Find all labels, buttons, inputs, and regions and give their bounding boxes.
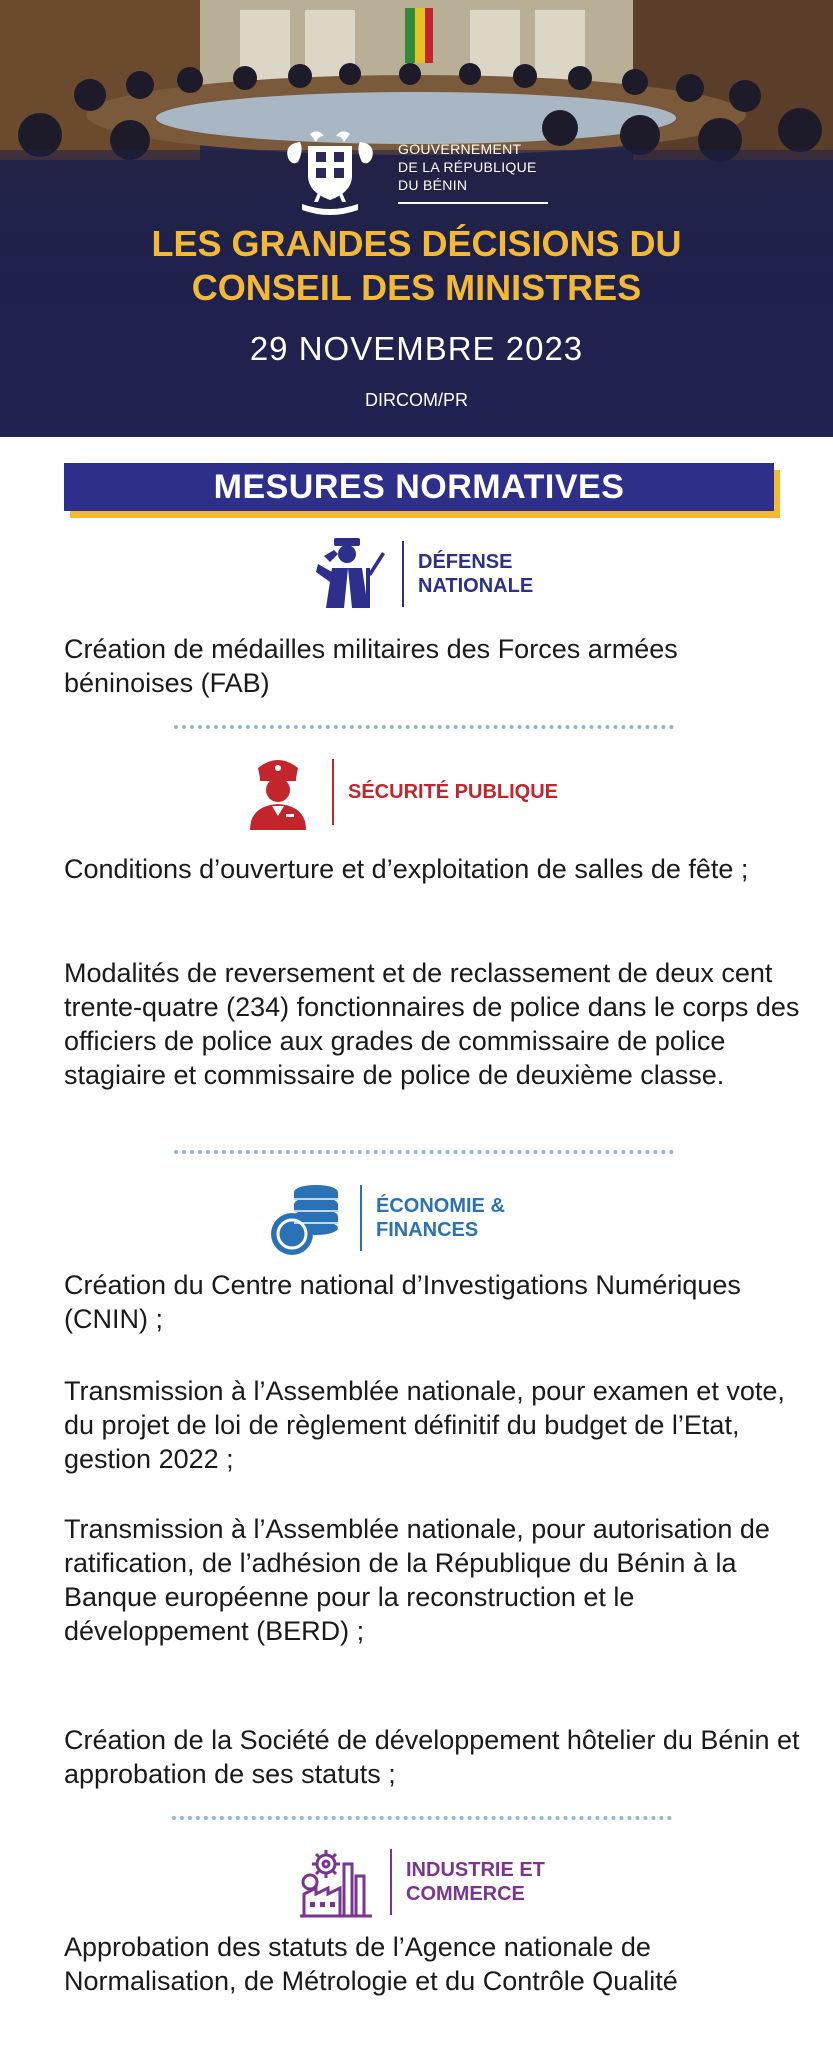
soldier-salute-icon <box>308 534 388 614</box>
section-header-defense <box>308 534 533 614</box>
section-label-economy <box>376 1194 505 1242</box>
decision-item: Approbation des statuts de l’Agence nationale de Normalisation, de Métrologie et du Contrôle Qualité <box>64 1932 678 1996</box>
decision-item: Création de la Société de développement hôtelier du Bénin et approbation de ses statuts ; <box>64 1725 800 1789</box>
label-line-1: INDUSTRIE ET <box>406 1859 545 1881</box>
decision-item: Création du Centre national d’Investigations Numériques (CNIN) ; <box>64 1270 741 1334</box>
label-line-1: DÉFENSE <box>418 551 513 573</box>
title-line-1: LES GRANDES DÉCISIONS DU <box>151 223 682 264</box>
decision-item: Conditions d’ouverture et d’exploitation de salles de fête ; <box>64 854 749 884</box>
header-hero <box>0 0 833 437</box>
decision-item: Modalités de reversement et de reclassement de deux cent trente-quatre (234) fonctionnaires de police dans le corps des officiers de police aux grades de commissaire de police stagiaire et commissaire de police de deuxième classe. <box>64 958 800 1090</box>
coin-stack-icon <box>266 1178 346 1258</box>
source-credit: DIRCOM/PR <box>365 390 468 410</box>
gov-line-1: GOUVERNEMENT <box>398 141 522 157</box>
label-line-2: NATIONALE <box>418 575 534 597</box>
decision-item: Transmission à l’Assemblée nationale, pour examen et vote, du projet de loi de règlement définitif du budget de l’Etat, gestion 2022 ; <box>64 1376 785 1474</box>
police-officer-icon <box>238 752 318 832</box>
label-line-2: FINANCES <box>376 1219 479 1241</box>
decision-item: Transmission à l’Assemblée nationale, pour autorisation de ratification, de l’adhésion de la République du Bénin à la Banque européenne pour la reconstruction et le développement (BERD) ; <box>64 1514 770 1646</box>
label-line-2: COMMERCE <box>406 1883 525 1905</box>
government-label <box>398 140 537 194</box>
section-divider <box>390 1849 392 1915</box>
section-divider <box>402 541 404 607</box>
dotted-separator <box>174 725 674 729</box>
label-line-1: SÉCURITÉ PUBLIQUE <box>348 781 559 803</box>
decision-item: Création de médailles militaires des Forces armées béninoises (FAB) <box>64 634 678 698</box>
benin-coat-of-arms-icon <box>280 128 380 218</box>
meeting-date: 29 NOVEMBRE 2023 <box>249 330 584 367</box>
section-label-defense <box>418 550 533 598</box>
section-header-security <box>238 752 558 832</box>
label-line-1: ÉCONOMIE & <box>376 1195 505 1217</box>
section-divider <box>360 1185 362 1251</box>
gov-line-3: DU BÉNIN <box>398 177 468 193</box>
dotted-separator <box>172 1816 672 1820</box>
section-header-economy <box>266 1178 505 1258</box>
title-line-2: CONSEIL DES MINISTRES <box>191 267 642 308</box>
section-label-industry <box>406 1858 545 1906</box>
section-label-security <box>348 780 558 804</box>
gov-line-2: DE LA RÉPUBLIQUE <box>398 159 537 175</box>
factory-gears-icon <box>296 1842 376 1922</box>
dotted-separator <box>174 1150 674 1154</box>
gov-divider <box>398 202 548 204</box>
section-header-industry <box>296 1842 545 1922</box>
page-title <box>0 222 833 310</box>
section-divider <box>332 759 334 825</box>
section-banner: MESURES NORMATIVES <box>64 463 774 511</box>
